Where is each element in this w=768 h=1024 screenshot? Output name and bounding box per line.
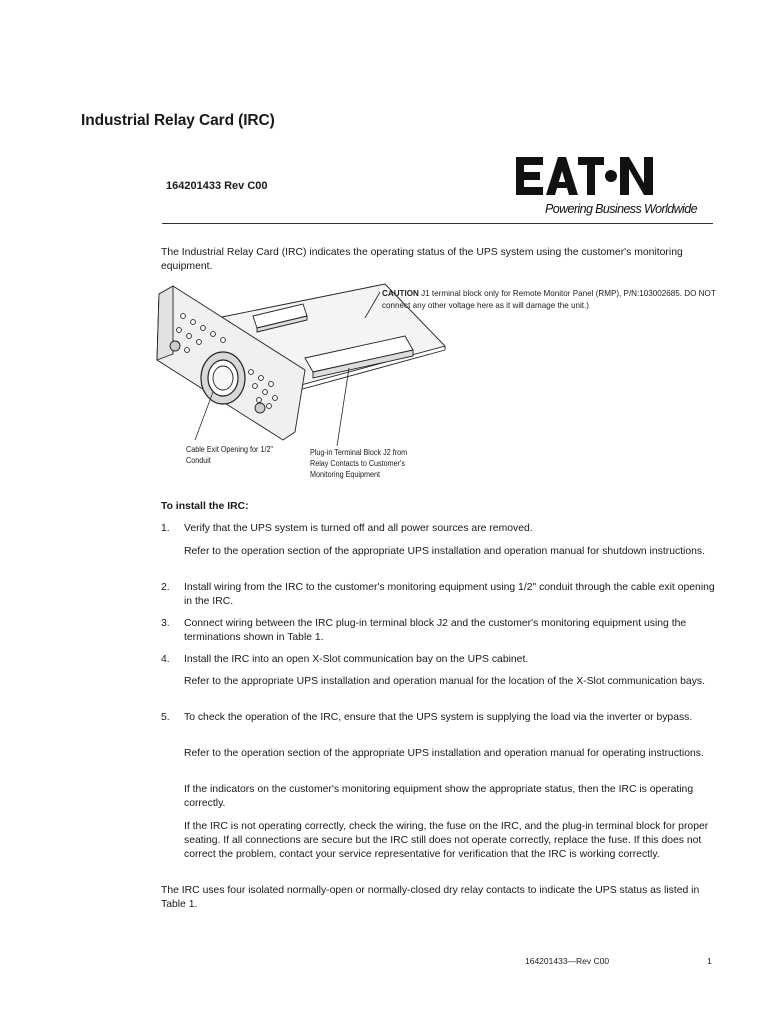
- caution-text: J1 terminal block only for Remote Monitor Panel (RMP), P/N:103002685. DO NOT connect any other voltage here as it will damage the unit.): [382, 289, 716, 310]
- step-number: 2.: [161, 582, 170, 593]
- footer-doc-id: 164201433—Rev C00: [525, 956, 610, 966]
- eaton-logo: [516, 155, 656, 197]
- step-text: To check the operation of the IRC, ensure that the UPS system is supplying the load via the inverter or bypass.: [184, 712, 693, 723]
- caution-note: [382, 288, 727, 311]
- step-note: If the indicators on the customer's monitoring equipment show the appropriate status, then the IRC is operating correctly.: [184, 784, 694, 809]
- step-text: Verify that the UPS system is turned off and all power sources are removed.: [184, 523, 533, 534]
- step-note: Refer to the operation section of the appropriate UPS installation and operation manual for shutdown instructions.: [184, 546, 705, 557]
- page-number: 1: [707, 956, 712, 966]
- document-title: Industrial Relay Card (IRC): [81, 112, 275, 129]
- step-note: Refer to the operation section of the appropriate UPS installation and operation manual for operating instructions.: [184, 748, 704, 759]
- step-text: Connect wiring between the IRC plug-in terminal block J2 and the customer's monitoring equipment using the terminations shown in Table 1.: [184, 618, 687, 643]
- step-number: 5.: [161, 712, 170, 723]
- step-text: Install wiring from the IRC to the customer's monitoring equipment using 1/2" conduit through the cable exit opening in the IRC.: [184, 582, 715, 607]
- caution-label: CAUTION: [382, 289, 419, 298]
- header-divider: [162, 223, 713, 224]
- step-note: If the IRC is not operating correctly, check the wiring, the fuse on the IRC, and the plug-in terminal block for proper seating. If all connections are secure but the IRC still does not operate correctly, replace the fuse. If this does not correct the problem, contact your service representative for verification that the IRC is working correctly.: [184, 821, 709, 860]
- closing-paragraph: The IRC uses four isolated normally-open or normally-closed dry relay contacts to indicate the UPS status as listed in Table 1.: [161, 885, 700, 910]
- step-text: Install the IRC into an open X-Slot communication bay on the UPS cabinet.: [184, 654, 529, 665]
- step-number: 1.: [161, 523, 170, 534]
- step-number: 4.: [161, 654, 170, 665]
- step-note: Refer to the appropriate UPS installation and operation manual for the location of the X-Slot communication bays.: [184, 676, 705, 687]
- intro-paragraph: The Industrial Relay Card (IRC) indicates the operating status of the UPS system using the customer's monitoring equipment.: [161, 247, 683, 272]
- callout-terminal-block: Plug-in Terminal Block J2 from Relay Contacts to Customer's Monitoring Equipment: [310, 448, 408, 479]
- part-number: 164201433 Rev C00: [166, 180, 268, 192]
- brand-tagline: Powering Business Worldwide: [545, 202, 697, 216]
- install-heading: To install the IRC:: [161, 501, 249, 512]
- step-number: 3.: [161, 618, 170, 629]
- callout-cable-exit: Cable Exit Opening for 1/2" Conduit: [186, 445, 274, 465]
